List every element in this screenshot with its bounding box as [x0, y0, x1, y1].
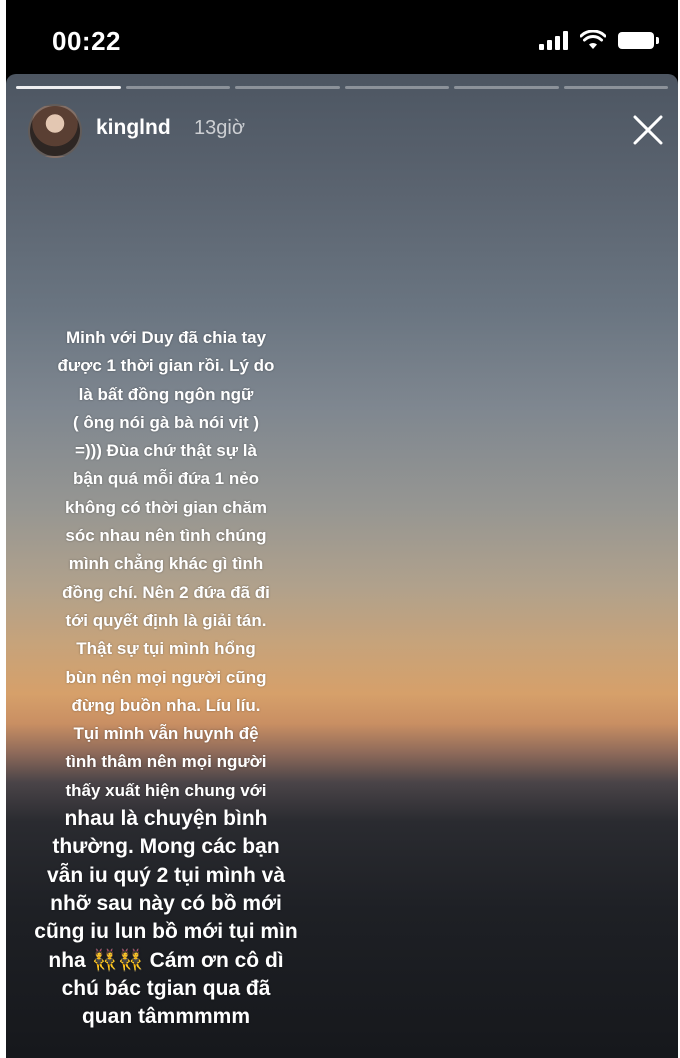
status-bar	[6, 0, 678, 78]
caption-line: là bất đồng ngôn ngữ	[78, 384, 254, 404]
caption-line: thấy xuất hiện chung với	[65, 780, 267, 800]
wifi-icon	[580, 30, 606, 50]
caption-line: được 1 thời gian rồi. Lý do	[57, 356, 275, 376]
caption-line: đừng buồn nha. Líu líu.	[71, 695, 261, 715]
caption-line: quan tâmmmmm	[81, 1005, 251, 1029]
caption-line: tới quyết định là giải tán.	[65, 610, 267, 630]
story-progress-segment	[564, 86, 669, 89]
story-viewer[interactable]	[6, 74, 678, 1058]
caption-line: sóc nhau nên tình chúng	[65, 526, 267, 546]
cellular-signal-icon	[539, 30, 568, 50]
caption-line: bùn nên mọi người cũng	[65, 667, 267, 687]
story-username[interactable]: kinglnd	[96, 116, 171, 139]
caption-line: tình thâm nên mọi người	[65, 752, 267, 772]
story-progress-segment	[235, 86, 340, 89]
battery-icon	[618, 32, 654, 49]
close-icon[interactable]	[628, 110, 668, 150]
caption-line: không có thời gian chăm	[65, 497, 267, 517]
caption-line: mình chẳng khác gì tình	[68, 554, 264, 574]
avatar[interactable]	[28, 104, 82, 158]
story-timestamp: 13giờ	[194, 117, 245, 139]
caption-line: nhỡ sau này có bồ mới	[50, 891, 282, 915]
caption-line: chú bác tgian qua đã	[61, 976, 271, 1000]
status-time: 00:22	[52, 26, 121, 56]
story-caption	[6, 324, 326, 1031]
caption-line: Tụi mình vẫn huynh đệ	[73, 724, 259, 744]
caption-line: =))) Đùa chứ thật sự là	[75, 441, 257, 461]
caption-line: bận quá mỗi đứa 1 nẻo	[72, 469, 260, 489]
caption-line: Minh với Duy đã chia tay	[65, 328, 267, 347]
caption-line: đồng chí. Nên 2 đứa đã đi	[62, 582, 270, 602]
caption-line: thường. Mong các bạn	[52, 835, 280, 859]
story-progress-segment	[345, 86, 450, 89]
story-progress-segment	[16, 86, 121, 89]
caption-line: vẫn iu quý 2 tụi mình và	[46, 863, 286, 887]
caption-line: cũng iu lun bồ mới tụi mìn	[34, 920, 298, 944]
caption-line: nhau là chuyện bình	[64, 807, 268, 831]
status-icons	[539, 30, 654, 50]
story-progress-segment	[454, 86, 559, 89]
story-progress-bar	[16, 86, 668, 89]
caption-line: Thật sự tụi mình hổng	[76, 639, 256, 659]
phone-screen	[6, 0, 678, 1058]
caption-line: ( ông nói gà bà nói vịt )	[72, 412, 260, 432]
story-progress-segment	[126, 86, 231, 89]
caption-line: nha 👯👯 Cám ơn cô dì	[48, 948, 284, 972]
